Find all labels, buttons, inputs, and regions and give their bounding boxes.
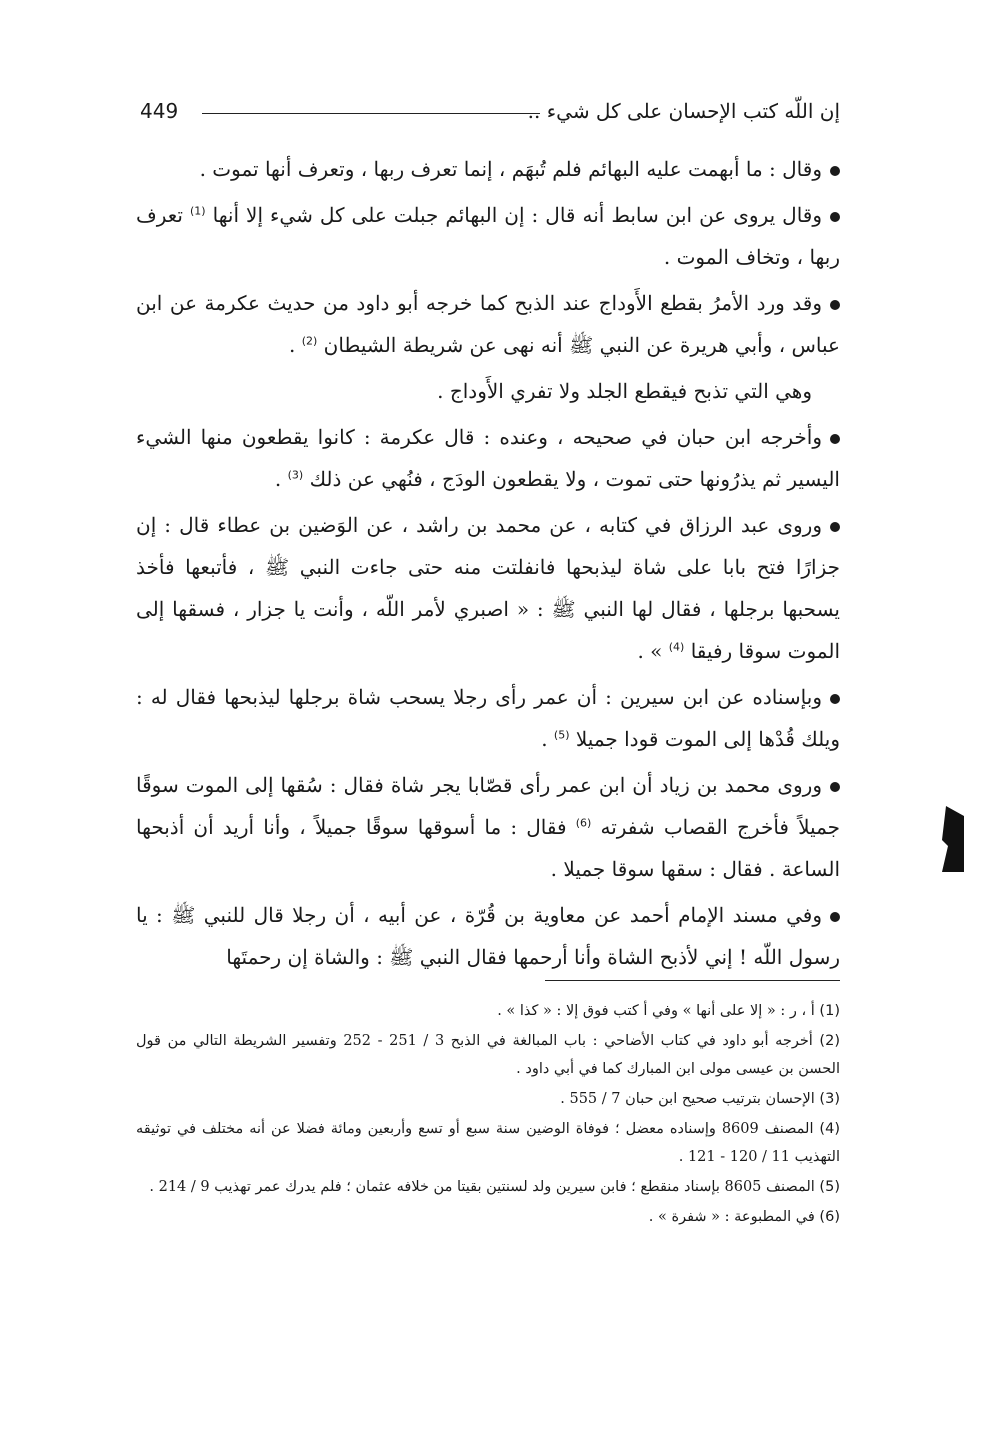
- paragraph-text: وأخرجه ابن حبان في صحيحه ، وعنده : قال عكرمة : كانوا يقطعون منها الشيء اليسير ثم يذرُونها حتى تموت ، ولا يقطعون الودَج ، فنُهي عن ذلك: [136, 425, 840, 491]
- footnotes: [136, 997, 840, 1233]
- paragraph-text: وقد ورد الأمرُ بقطع الأَوداج عند الذبح كما خرجه أبو داود من حديث عكرمة عن ابن عباس ، وأبي هريرة عن النبي ﷺ أنه نهى عن شريطة الشيطان: [136, 291, 840, 357]
- footnote: [136, 1203, 840, 1231]
- footnote-text: أخرجه أبو داود في كتاب الأضاحي : باب المبالغة في الذبح 3 / 251 - 252 وتفسير الشريطة التالي من قول الحسن بن عيسى مولى ابن المبارك كما في أبي داود .: [136, 1033, 840, 1077]
- page-header: [140, 97, 840, 127]
- footnote-text: في المطبوعة : « شفرة » .: [648, 1209, 815, 1225]
- paragraph-text: وهي التي تذبح فيقطع الجلد ولا تفري الأَوداج .: [437, 379, 812, 403]
- header-rule: [202, 113, 540, 114]
- paragraph: [136, 194, 840, 278]
- footnote-ref: (4): [668, 640, 685, 654]
- bullet-icon: [830, 912, 840, 922]
- footnote: [136, 1085, 840, 1113]
- paragraph-text: وبإسناده عن ابن سيرين : أن عمر رأى رجلا يسحب شاة برجلها ليذبحها فقال له : ويلك قُدْها إلى الموت قودا جميلا: [136, 685, 840, 751]
- footnote-number: (2): [819, 1033, 840, 1049]
- footnote-ref: (3): [287, 468, 304, 482]
- paragraph: [136, 764, 840, 890]
- footnote: [136, 1027, 840, 1083]
- paragraph-text-tail: .: [541, 727, 548, 751]
- margin-marker-icon: [942, 806, 964, 872]
- main-text: [136, 148, 840, 982]
- paragraph: [136, 894, 840, 978]
- bullet-icon: [830, 300, 840, 310]
- footnote-ref: (1): [190, 204, 206, 218]
- bullet-icon: [830, 212, 840, 222]
- paragraph: [136, 148, 840, 190]
- footnote: [136, 1115, 840, 1171]
- bullet-icon: [830, 694, 840, 704]
- paragraph-text-tail: تعرف ربها ، وتخاف الموت .: [136, 203, 840, 269]
- paragraph-text-tail: » .: [637, 639, 663, 663]
- bullet-icon: [830, 782, 840, 792]
- footnote: [136, 1173, 840, 1201]
- footnote-text: الإحسان بترتيب صحيح ابن حبان 7 / 555 .: [560, 1091, 815, 1107]
- footnote-rule: [545, 980, 840, 981]
- footnote-number: (3): [819, 1091, 840, 1107]
- paragraph-text: وقال يروى عن ابن سابط أنه قال : إن البهائم جبلت على كل شيء إلا أنها: [212, 203, 823, 227]
- footnote-text: أ ، ر : « إلا على أنها » وفي أ كتب فوق إلا : « كذا » .: [497, 1003, 815, 1019]
- paragraph-text: وروى محمد بن زياد أن ابن عمر رأى قصّابا يجر شاة فقال : سُقها إلى الموت سوقًا جميلاً فأخرج القصاب شفرته: [136, 773, 841, 839]
- running-title: إن اللّه كتب الإحسان على كل شيء ..: [527, 99, 840, 123]
- footnote-ref: (2): [301, 334, 318, 348]
- paragraph: [136, 370, 840, 412]
- footnote-ref: (6): [575, 816, 592, 830]
- paragraph-text: وروى عبد الرزاق في كتابه ، عن محمد بن راشد ، عن الوَضين بن عطاء قال : إن جزارًا فتح بابا على شاة ليذبحها فانفلتت منه حتى جاءت النبي ﷺ ، فأتبعها فأخذ يسحبها برجلها ، فقال لها النبي ﷺ : « اصبري لأمر اللّه ، وأنت يا جزار ، فسقها إلى الموت سوقا رفيقا: [136, 513, 840, 663]
- page-number: 449: [140, 99, 179, 123]
- paragraph: [136, 676, 840, 760]
- footnote-number: (6): [819, 1209, 840, 1225]
- bullet-icon: [830, 522, 840, 532]
- paragraph-text-tail: .: [274, 467, 282, 491]
- paragraph: [136, 416, 840, 500]
- footnote-number: (4): [819, 1121, 840, 1137]
- paragraph: [136, 282, 840, 366]
- paragraph-text: وفي مسند الإمام أحمد عن معاوية بن قُرّة ، عن أبيه ، أن رجلا قال للنبي ﷺ : يا رسول اللّه ! إني لأذبح الشاة وأنا أرحمها فقال النبي ﷺ : والشاة إن رحمتَها: [136, 903, 840, 969]
- paragraph-text-tail: فقال : ما أسوقها سوقًا جميلاً ، وأنا أريد أن أذبحها الساعة . فقال : سقها سوقا جميلا .: [136, 815, 840, 881]
- footnote-text: المصنف 8609 وإسناده معضل ؛ فوفاة الوضين سنة سبع أو تسع وأربعين ومائة فضلا عن أنه مختلف في توثيقه التهذيب 11 / 120 - 121 .: [136, 1121, 840, 1165]
- footnote-number: (5): [819, 1179, 840, 1195]
- footnote-text: المصنف 8605 بإسناد منقطع ؛ فابن سيرين ولد لسنتين بقيتا من خلافه عثمان ؛ فلم يدرك عمر تهذيب 9 / 214 .: [149, 1179, 815, 1195]
- paragraph: [136, 504, 840, 672]
- paragraph-text-tail: .: [288, 333, 296, 357]
- paragraph-text: وقال : ما أبهمت عليه البهائم فلم تُبهَم ، إنما تعرف ربها ، وتعرف أنها تموت .: [199, 157, 822, 181]
- footnote-ref: (5): [553, 728, 570, 742]
- bullet-icon: [830, 166, 840, 176]
- bullet-icon: [830, 434, 840, 444]
- footnote-number: (1): [819, 1003, 840, 1019]
- footnote: [136, 997, 840, 1025]
